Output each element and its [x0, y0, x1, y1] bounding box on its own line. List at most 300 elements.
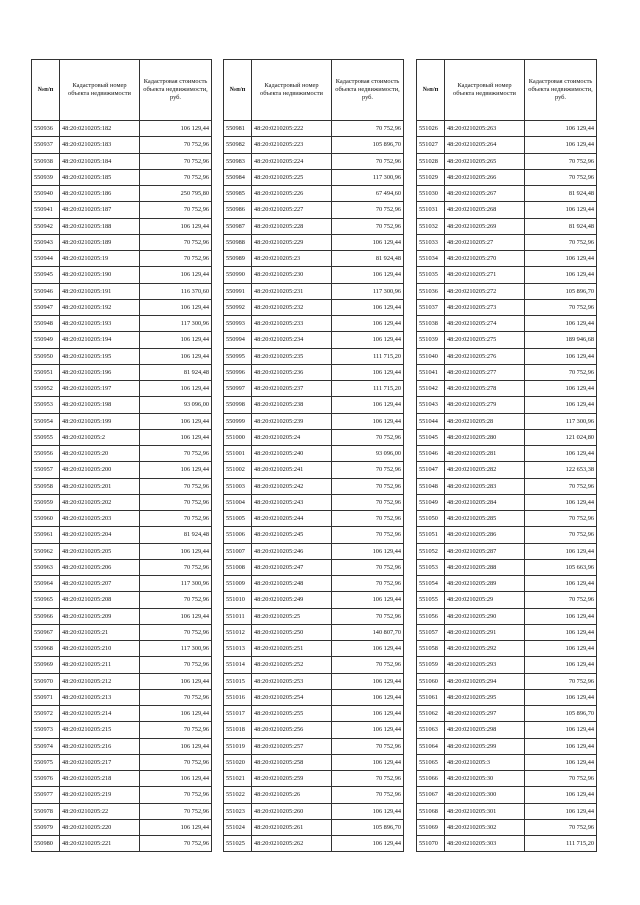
cadastral-value: 106 129,44 [332, 706, 404, 722]
cadastral-number: 48:20:0210205:232 [252, 299, 332, 315]
cadastral-value: 93 096,00 [140, 397, 212, 413]
table-row [32, 413, 212, 429]
table-row [224, 511, 404, 527]
cadastral-value: 106 129,44 [332, 413, 404, 429]
cadastral-number: 48:20:0210205:284 [445, 494, 525, 510]
table-row [224, 381, 404, 397]
cadastral-value: 106 129,44 [140, 771, 212, 787]
row-number: 551070 [417, 836, 445, 852]
cadastral-value: 70 752,96 [332, 478, 404, 494]
cadastral-number: 48:20:0210205:204 [60, 527, 140, 543]
row-number: 551022 [224, 787, 252, 803]
cadastral-number: 48:20:0210205:201 [60, 478, 140, 494]
cadastral-value: 70 752,96 [332, 153, 404, 169]
row-number: 551006 [224, 527, 252, 543]
cadastral-value: 106 129,44 [140, 738, 212, 754]
cadastral-number: 48:20:0210205:301 [445, 803, 525, 819]
cadastral-number: 48:20:0210205:3 [445, 754, 525, 770]
cadastral-value: 106 129,44 [525, 787, 597, 803]
cadastral-number: 48:20:0210205:302 [445, 819, 525, 835]
table-row [224, 527, 404, 543]
cadastral-number: 48:20:0210205:209 [60, 608, 140, 624]
row-number: 551009 [224, 576, 252, 592]
cadastral-number: 48:20:0210205:275 [445, 332, 525, 348]
table-row [224, 706, 404, 722]
table-row [417, 251, 597, 267]
cadastral-number: 48:20:0210205:182 [60, 121, 140, 137]
cadastral-number: 48:20:0210205:213 [60, 689, 140, 705]
cadastral-number: 48:20:0210205:269 [445, 218, 525, 234]
row-number: 551061 [417, 689, 445, 705]
table-row [224, 348, 404, 364]
cadastral-value: 106 129,44 [525, 121, 597, 137]
cadastral-number: 48:20:0210205:268 [445, 202, 525, 218]
row-number: 550938 [32, 153, 60, 169]
table-row [417, 283, 597, 299]
table-row [417, 543, 597, 559]
table-row [417, 153, 597, 169]
row-number: 550972 [32, 706, 60, 722]
table-row [417, 803, 597, 819]
cadastral-value: 70 752,96 [140, 592, 212, 608]
table-row [224, 462, 404, 478]
cadastral-number: 48:20:0210205:221 [60, 836, 140, 852]
table-row [417, 511, 597, 527]
row-number: 551059 [417, 657, 445, 673]
row-number: 550989 [224, 251, 252, 267]
row-number: 550980 [32, 836, 60, 852]
cadastral-number: 48:20:0210205:289 [445, 576, 525, 592]
header-cadastral-number: Кадастровый номер объекта недвижимости [252, 60, 332, 121]
cadastral-number: 48:20:0210205:185 [60, 169, 140, 185]
table-row [224, 169, 404, 185]
cadastral-number: 48:20:0210205:210 [60, 641, 140, 657]
cadastral-number: 48:20:0210205:273 [445, 299, 525, 315]
table-row [417, 299, 597, 315]
table-row [32, 153, 212, 169]
row-number: 551044 [417, 413, 445, 429]
row-number: 550936 [32, 121, 60, 137]
table-row [32, 121, 212, 137]
cadastral-number: 48:20:0210205:249 [252, 592, 332, 608]
cadastral-value: 70 752,96 [332, 657, 404, 673]
table-row [224, 478, 404, 494]
table-row [224, 576, 404, 592]
cadastral-value: 70 752,96 [140, 446, 212, 462]
cadastral-number: 48:20:0210205:223 [252, 137, 332, 153]
table-row [224, 218, 404, 234]
table-row [417, 121, 597, 137]
cadastral-value: 106 129,44 [525, 722, 597, 738]
table-row [32, 381, 212, 397]
cadastral-number: 48:20:0210205:2 [60, 429, 140, 445]
cadastral-value: 106 129,44 [332, 397, 404, 413]
table-row [224, 641, 404, 657]
cadastral-number: 48:20:0210205:188 [60, 218, 140, 234]
table-row [224, 153, 404, 169]
row-number: 551000 [224, 429, 252, 445]
table-row [32, 478, 212, 494]
cadastral-number: 48:20:0210205:277 [445, 364, 525, 380]
cadastral-number: 48:20:0210205:297 [445, 706, 525, 722]
row-number: 551013 [224, 641, 252, 657]
cadastral-value: 106 129,44 [525, 397, 597, 413]
cadastral-value: 70 752,96 [332, 527, 404, 543]
cadastral-value: 70 752,96 [140, 251, 212, 267]
table-row [32, 332, 212, 348]
cadastral-number: 48:20:0210205:215 [60, 722, 140, 738]
table-row [224, 722, 404, 738]
cadastral-value: 106 129,44 [140, 121, 212, 137]
cadastral-number: 48:20:0210205:225 [252, 169, 332, 185]
row-number: 550979 [32, 819, 60, 835]
cadastral-value: 117 300,96 [140, 641, 212, 657]
cadastral-number: 48:20:0210205:290 [445, 608, 525, 624]
row-number: 551049 [417, 494, 445, 510]
table-row [224, 397, 404, 413]
cadastral-value: 116 370,60 [140, 283, 212, 299]
table-row [417, 462, 597, 478]
cadastral-number: 48:20:0210205:293 [445, 657, 525, 673]
row-number: 550997 [224, 381, 252, 397]
row-number: 550994 [224, 332, 252, 348]
table-row [32, 429, 212, 445]
cadastral-value: 106 129,44 [140, 706, 212, 722]
table-row [417, 738, 597, 754]
row-number: 551045 [417, 429, 445, 445]
cadastral-number: 48:20:0210205:259 [252, 771, 332, 787]
cadastral-number: 48:20:0210205:197 [60, 381, 140, 397]
cadastral-value: 81 924,48 [140, 527, 212, 543]
cadastral-number: 48:20:0210205:239 [252, 413, 332, 429]
table-row [224, 446, 404, 462]
row-number: 550998 [224, 397, 252, 413]
row-number: 550962 [32, 543, 60, 559]
cadastral-value: 106 129,44 [525, 624, 597, 640]
cadastral-value: 121 024,80 [525, 429, 597, 445]
cadastral-value: 106 129,44 [525, 689, 597, 705]
cadastral-value: 106 129,44 [140, 267, 212, 283]
cadastral-value: 106 129,44 [525, 348, 597, 364]
row-number: 551017 [224, 706, 252, 722]
cadastral-number: 48:20:0210205:207 [60, 576, 140, 592]
row-number: 550973 [32, 722, 60, 738]
row-number: 550995 [224, 348, 252, 364]
table-row [32, 738, 212, 754]
row-number: 551034 [417, 251, 445, 267]
cadastral-value: 70 752,96 [332, 608, 404, 624]
table-row [32, 446, 212, 462]
row-number: 550954 [32, 413, 60, 429]
table-row [224, 608, 404, 624]
row-number: 550993 [224, 316, 252, 332]
registry-table-2 [223, 59, 404, 852]
cadastral-value: 117 300,96 [140, 316, 212, 332]
cadastral-value: 70 752,96 [332, 559, 404, 575]
table-body [32, 121, 212, 852]
row-number: 551063 [417, 722, 445, 738]
table-row [224, 364, 404, 380]
cadastral-number: 48:20:0210205:238 [252, 397, 332, 413]
cadastral-number: 48:20:0210205:227 [252, 202, 332, 218]
cadastral-number: 48:20:0210205:243 [252, 494, 332, 510]
cadastral-value: 70 752,96 [140, 169, 212, 185]
table-row [224, 429, 404, 445]
cadastral-value: 106 129,44 [140, 673, 212, 689]
row-number: 550983 [224, 153, 252, 169]
cadastral-value: 106 129,44 [332, 332, 404, 348]
cadastral-number: 48:20:0210205:285 [445, 511, 525, 527]
cadastral-number: 48:20:0210205:267 [445, 186, 525, 202]
cadastral-value: 111 715,20 [332, 348, 404, 364]
cadastral-value: 106 129,44 [140, 819, 212, 835]
cadastral-value: 106 129,44 [332, 673, 404, 689]
row-number: 550950 [32, 348, 60, 364]
cadastral-value: 70 752,96 [140, 202, 212, 218]
cadastral-value: 111 715,20 [332, 381, 404, 397]
row-number: 551020 [224, 754, 252, 770]
cadastral-value: 111 715,20 [525, 836, 597, 852]
row-number: 551021 [224, 771, 252, 787]
table-row [224, 332, 404, 348]
cadastral-number: 48:20:0210205:186 [60, 186, 140, 202]
cadastral-value: 81 924,48 [525, 186, 597, 202]
table-row [224, 494, 404, 510]
cadastral-value: 70 752,96 [525, 819, 597, 835]
cadastral-number: 48:20:0210205:230 [252, 267, 332, 283]
table-row [417, 641, 597, 657]
row-number: 550981 [224, 121, 252, 137]
table-row [32, 592, 212, 608]
cadastral-value: 70 752,96 [525, 299, 597, 315]
cadastral-number: 48:20:0210205:235 [252, 348, 332, 364]
table-body [224, 121, 404, 852]
cadastral-value: 106 129,44 [525, 446, 597, 462]
row-number: 551037 [417, 299, 445, 315]
row-number: 551047 [417, 462, 445, 478]
cadastral-number: 48:20:0210205:226 [252, 186, 332, 202]
cadastral-value: 250 795,80 [140, 186, 212, 202]
cadastral-value: 106 129,44 [140, 299, 212, 315]
cadastral-number: 48:20:0210205:242 [252, 478, 332, 494]
table-row [417, 234, 597, 250]
row-number: 551048 [417, 478, 445, 494]
table-row [224, 316, 404, 332]
table-row [417, 202, 597, 218]
cadastral-number: 48:20:0210205:183 [60, 137, 140, 153]
row-number: 550944 [32, 251, 60, 267]
row-number: 550946 [32, 283, 60, 299]
row-number: 550967 [32, 624, 60, 640]
row-number: 550951 [32, 364, 60, 380]
table-row [224, 771, 404, 787]
cadastral-value: 106 129,44 [332, 689, 404, 705]
cadastral-value: 70 752,96 [525, 153, 597, 169]
cadastral-number: 48:20:0210205:244 [252, 511, 332, 527]
row-number: 550970 [32, 673, 60, 689]
cadastral-number: 48:20:0210205:300 [445, 787, 525, 803]
table-row [417, 722, 597, 738]
table-row [32, 771, 212, 787]
cadastral-value: 106 129,44 [525, 137, 597, 153]
row-number: 550990 [224, 267, 252, 283]
table-row [224, 803, 404, 819]
cadastral-number: 48:20:0210205:208 [60, 592, 140, 608]
table-row [32, 202, 212, 218]
cadastral-value: 105 896,70 [332, 137, 404, 153]
table-row [32, 283, 212, 299]
row-number: 551007 [224, 543, 252, 559]
cadastral-number: 48:20:0210205:256 [252, 722, 332, 738]
cadastral-number: 48:20:0210205:264 [445, 137, 525, 153]
cadastral-number: 48:20:0210205:20 [60, 446, 140, 462]
row-number: 550948 [32, 316, 60, 332]
cadastral-number: 48:20:0210205:240 [252, 446, 332, 462]
cadastral-value: 189 946,68 [525, 332, 597, 348]
cadastral-number: 48:20:0210205:245 [252, 527, 332, 543]
cadastral-value: 70 752,96 [332, 494, 404, 510]
cadastral-number: 48:20:0210205:287 [445, 543, 525, 559]
row-number: 551033 [417, 234, 445, 250]
table-row [224, 819, 404, 835]
table-row [32, 641, 212, 657]
cadastral-number: 48:20:0210205:200 [60, 462, 140, 478]
table-row [32, 706, 212, 722]
cadastral-value: 81 924,48 [140, 364, 212, 380]
table-row [32, 673, 212, 689]
table-row [32, 543, 212, 559]
row-number: 551011 [224, 608, 252, 624]
row-number: 550937 [32, 137, 60, 153]
table-row [417, 186, 597, 202]
table-row [224, 543, 404, 559]
row-number: 551052 [417, 543, 445, 559]
row-number: 551012 [224, 624, 252, 640]
cadastral-number: 48:20:0210205:272 [445, 283, 525, 299]
cadastral-number: 48:20:0210205:292 [445, 641, 525, 657]
cadastral-number: 48:20:0210205:28 [445, 413, 525, 429]
row-number: 550965 [32, 592, 60, 608]
registry-table-1 [31, 59, 212, 852]
row-number: 550999 [224, 413, 252, 429]
cadastral-number: 48:20:0210205:253 [252, 673, 332, 689]
row-number: 550960 [32, 511, 60, 527]
cadastral-number: 48:20:0210205:23 [252, 251, 332, 267]
cadastral-number: 48:20:0210205:279 [445, 397, 525, 413]
cadastral-number: 48:20:0210205:214 [60, 706, 140, 722]
row-number: 551055 [417, 592, 445, 608]
row-number: 550976 [32, 771, 60, 787]
table-row [32, 186, 212, 202]
cadastral-number: 48:20:0210205:248 [252, 576, 332, 592]
row-number: 551001 [224, 446, 252, 462]
cadastral-number: 48:20:0210205:26 [252, 787, 332, 803]
cadastral-number: 48:20:0210205:224 [252, 153, 332, 169]
row-number: 551060 [417, 673, 445, 689]
cadastral-value: 70 752,96 [525, 592, 597, 608]
table-row [417, 348, 597, 364]
cadastral-number: 48:20:0210205:24 [252, 429, 332, 445]
table-row [224, 754, 404, 770]
table-row [417, 169, 597, 185]
table-row [224, 202, 404, 218]
cadastral-value: 106 129,44 [332, 543, 404, 559]
table-row [417, 689, 597, 705]
row-number: 550963 [32, 559, 60, 575]
cadastral-number: 48:20:0210205:254 [252, 689, 332, 705]
row-number: 550955 [32, 429, 60, 445]
cadastral-value: 70 752,96 [525, 364, 597, 380]
cadastral-number: 48:20:0210205:276 [445, 348, 525, 364]
row-number: 550992 [224, 299, 252, 315]
row-number: 550988 [224, 234, 252, 250]
row-number: 550947 [32, 299, 60, 315]
row-number: 550971 [32, 689, 60, 705]
table-row [417, 446, 597, 462]
row-number: 550961 [32, 527, 60, 543]
cadastral-value: 105 896,70 [525, 283, 597, 299]
row-number: 551069 [417, 819, 445, 835]
cadastral-value: 106 129,44 [525, 494, 597, 510]
table-row [32, 462, 212, 478]
cadastral-number: 48:20:0210205:260 [252, 803, 332, 819]
row-number: 551035 [417, 267, 445, 283]
cadastral-value: 106 129,44 [140, 429, 212, 445]
row-number: 551036 [417, 283, 445, 299]
cadastral-value: 70 752,96 [140, 137, 212, 153]
table-row [417, 267, 597, 283]
table-row [32, 251, 212, 267]
cadastral-value: 106 129,44 [525, 381, 597, 397]
row-number: 551024 [224, 819, 252, 835]
cadastral-value: 106 129,44 [332, 267, 404, 283]
cadastral-value: 106 129,44 [332, 592, 404, 608]
cadastral-value: 117 300,96 [332, 169, 404, 185]
row-number: 550966 [32, 608, 60, 624]
cadastral-value: 117 300,96 [525, 413, 597, 429]
table-row [224, 592, 404, 608]
row-number: 551067 [417, 787, 445, 803]
cadastral-value: 70 752,96 [525, 673, 597, 689]
row-number: 551027 [417, 137, 445, 153]
row-number: 550964 [32, 576, 60, 592]
row-number: 550982 [224, 137, 252, 153]
table-row [224, 673, 404, 689]
row-number: 550959 [32, 494, 60, 510]
cadastral-value: 70 752,96 [525, 169, 597, 185]
table-row [417, 137, 597, 153]
cadastral-number: 48:20:0210205:250 [252, 624, 332, 640]
table-row [32, 511, 212, 527]
table-header-row [224, 60, 404, 121]
registry-table-3 [416, 59, 597, 852]
row-number: 551025 [224, 836, 252, 852]
cadastral-number: 48:20:0210205:192 [60, 299, 140, 315]
table-row [417, 413, 597, 429]
row-number: 551029 [417, 169, 445, 185]
row-number: 551004 [224, 494, 252, 510]
cadastral-value: 70 752,96 [525, 771, 597, 787]
cadastral-value: 81 924,48 [332, 251, 404, 267]
cadastral-value: 106 129,44 [525, 608, 597, 624]
table-row [32, 218, 212, 234]
cadastral-value: 70 752,96 [525, 527, 597, 543]
cadastral-value: 106 129,44 [332, 836, 404, 852]
cadastral-number: 48:20:0210205:299 [445, 738, 525, 754]
row-number: 551066 [417, 771, 445, 787]
table-row [417, 706, 597, 722]
cadastral-number: 48:20:0210205:231 [252, 283, 332, 299]
